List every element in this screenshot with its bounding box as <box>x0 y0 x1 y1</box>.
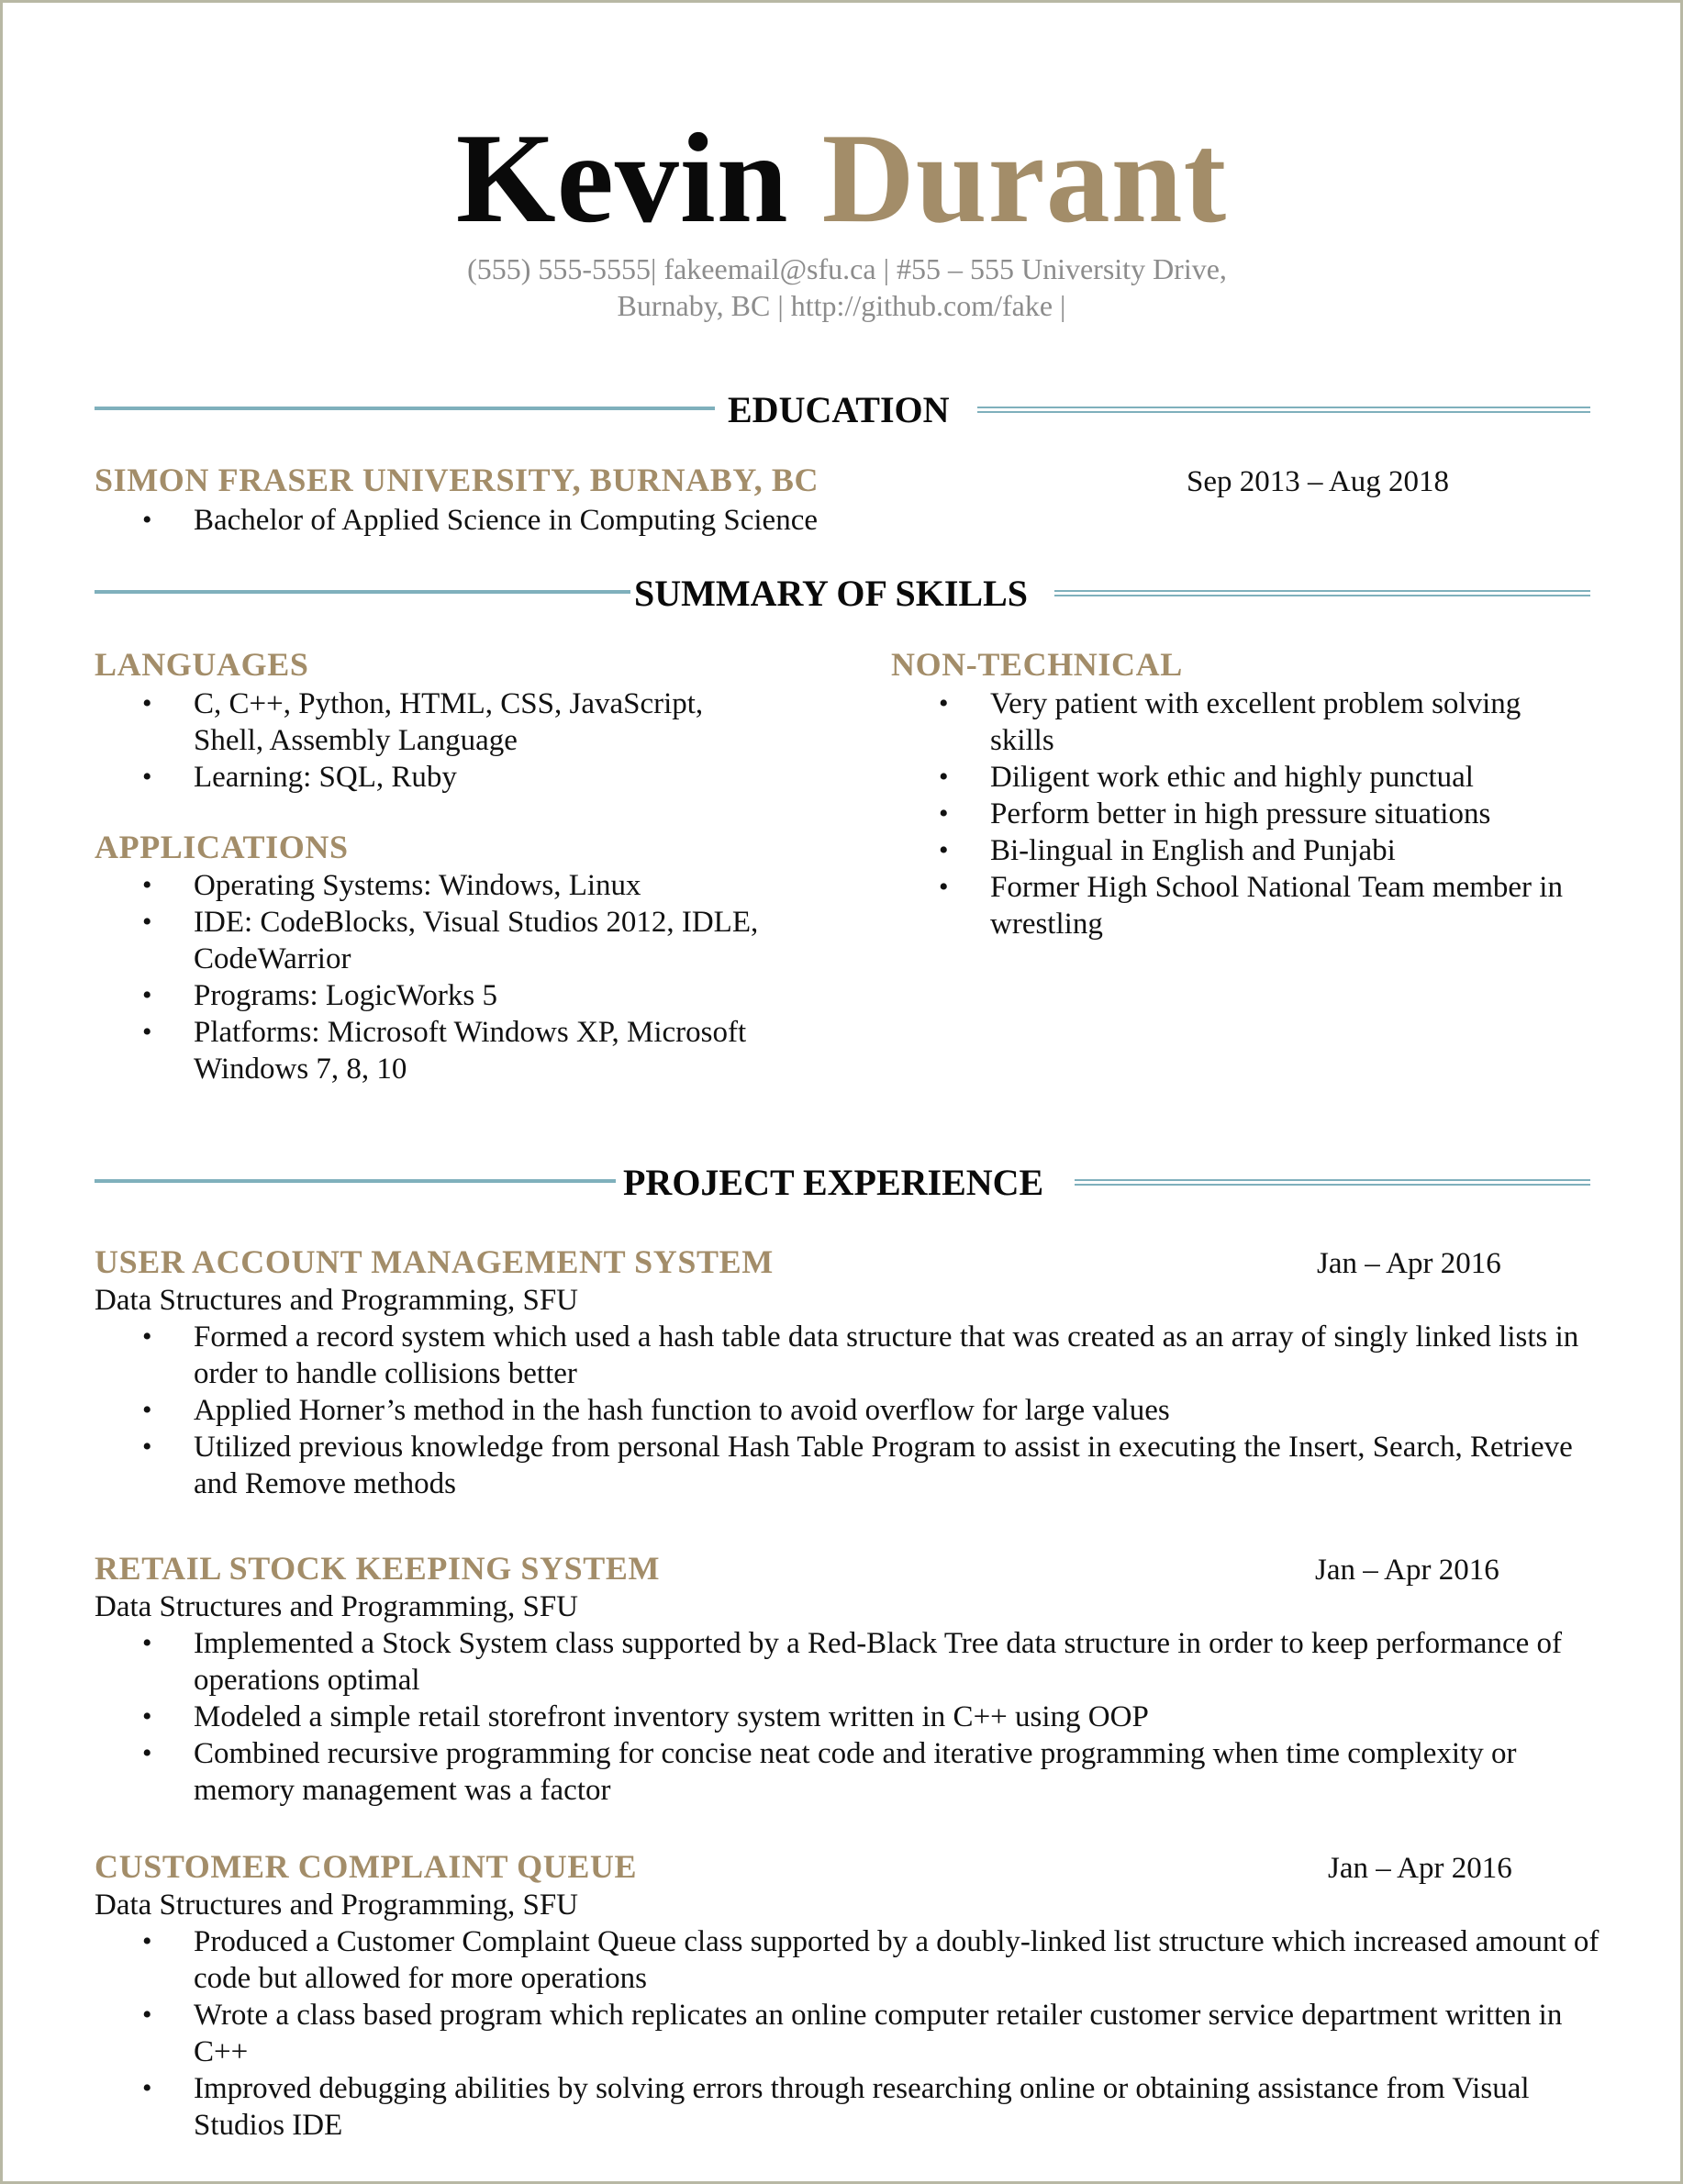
non-technical-heading: NON-TECHNICAL <box>891 646 1183 683</box>
heading-rule-left <box>95 590 630 594</box>
list-item: • Platforms: Microsoft Windows XP, Microsoft Windows 7, 8, 10 <box>95 1014 774 1087</box>
projects-heading <box>95 1163 1590 1203</box>
first-name: Kevin <box>455 107 789 250</box>
heading-rule-right <box>1075 1179 1590 1186</box>
list-item: • Bachelor of Applied Science in Computing Science <box>95 502 920 539</box>
project-dates: Jan – Apr 2016 <box>1315 1554 1499 1587</box>
list-item: • Wrote a class based program which replicates an online computer retailer customer service department written in C++ <box>95 1997 1609 2070</box>
non-technical-list <box>891 685 1579 942</box>
list-item: • Learning: SQL, Ruby <box>95 759 774 796</box>
contact-line-2: Burnaby, BC | http://github.com/fake | <box>617 289 1066 322</box>
list-item: • IDE: CodeBlocks, Visual Studios 2012, IDLE, CodeWarrior <box>95 904 774 977</box>
list-item: • Perform better in high pressure situations <box>891 796 1579 832</box>
list-item: • Modeled a simple retail storefront inventory system written in C++ using OOP <box>95 1699 1599 1735</box>
project-dates: Jan – Apr 2016 <box>1317 1247 1501 1280</box>
section-title: PROJECT EXPERIENCE <box>623 1162 1044 1203</box>
project-course: Data Structures and Programming, SFU <box>95 1284 579 1317</box>
list-item: • Programs: LogicWorks 5 <box>95 977 774 1014</box>
project-dates: Jan – Apr 2016 <box>1328 1852 1512 1885</box>
project-bullets <box>95 1923 1609 2144</box>
education-list <box>95 502 920 539</box>
education-dates: Sep 2013 – Aug 2018 <box>1187 465 1450 498</box>
list-item: • Utilized previous knowledge from personal Hash Table Program to assist in executing the Insert, Search, Retrieve and Remove methods <box>95 1429 1599 1502</box>
list-item: • Former High School National Team member in wrestling <box>891 869 1579 942</box>
heading-rule-right <box>1054 590 1590 596</box>
project-bullets <box>95 1625 1599 1809</box>
candidate-name <box>3 106 1680 252</box>
section-title: EDUCATION <box>728 389 950 430</box>
languages-list <box>95 685 774 796</box>
list-item: • Diligent work ethic and highly punctual <box>891 759 1579 796</box>
heading-rule-left <box>95 407 715 410</box>
project-bullets <box>95 1319 1599 1502</box>
list-item: • C, C++, Python, HTML, CSS, JavaScript, Shell, Assembly Language <box>95 685 774 759</box>
list-item: • Produced a Customer Complaint Queue class supported by a doubly-linked list structure which increased amount of code but allowed for more operations <box>95 1923 1609 1997</box>
skills-heading <box>95 574 1590 614</box>
list-item: • Implemented a Stock System class supported by a Red-Black Tree data structure in order to keep performance of operations optimal <box>95 1625 1599 1699</box>
education-heading <box>95 390 1590 430</box>
list-item: • Formed a record system which used a hash table data structure that was created as an array of singly linked lists in order to handle collisions better <box>95 1319 1599 1392</box>
school-name: SIMON FRASER UNIVERSITY, BURNABY, BC <box>95 462 819 498</box>
contact-line-1: (555) 555-5555| fakeemail@sfu.ca | #55 – 555 University Drive, <box>467 252 1227 285</box>
project-course: Data Structures and Programming, SFU <box>95 1889 579 1922</box>
list-item: • Improved debugging abilities by solving errors through researching online or obtaining assistance from Visual Studios IDE <box>95 2070 1609 2144</box>
heading-rule-right <box>977 407 1590 413</box>
applications-heading: APPLICATIONS <box>95 829 349 865</box>
list-item: • Very patient with excellent problem solving skills <box>891 685 1579 759</box>
project-course: Data Structures and Programming, SFU <box>95 1590 579 1623</box>
project-title: USER ACCOUNT MANAGEMENT SYSTEM <box>95 1243 774 1280</box>
list-item: • Combined recursive programming for concise neat code and iterative programming when time complexity or memory management was a factor <box>95 1735 1599 1809</box>
project-title: RETAIL STOCK KEEPING SYSTEM <box>95 1550 661 1587</box>
list-item: • Operating Systems: Windows, Linux <box>95 867 774 904</box>
list-item: • Applied Horner’s method in the hash function to avoid overflow for large values <box>95 1392 1599 1429</box>
heading-rule-left <box>95 1179 616 1183</box>
project-title: CUSTOMER COMPLAINT QUEUE <box>95 1848 638 1885</box>
languages-heading: LANGUAGES <box>95 646 309 683</box>
list-item: • Bi-lingual in English and Punjabi <box>891 832 1579 869</box>
applications-list <box>95 867 774 1087</box>
last-name: Durant <box>821 107 1228 250</box>
section-title: SUMMARY OF SKILLS <box>634 573 1029 614</box>
